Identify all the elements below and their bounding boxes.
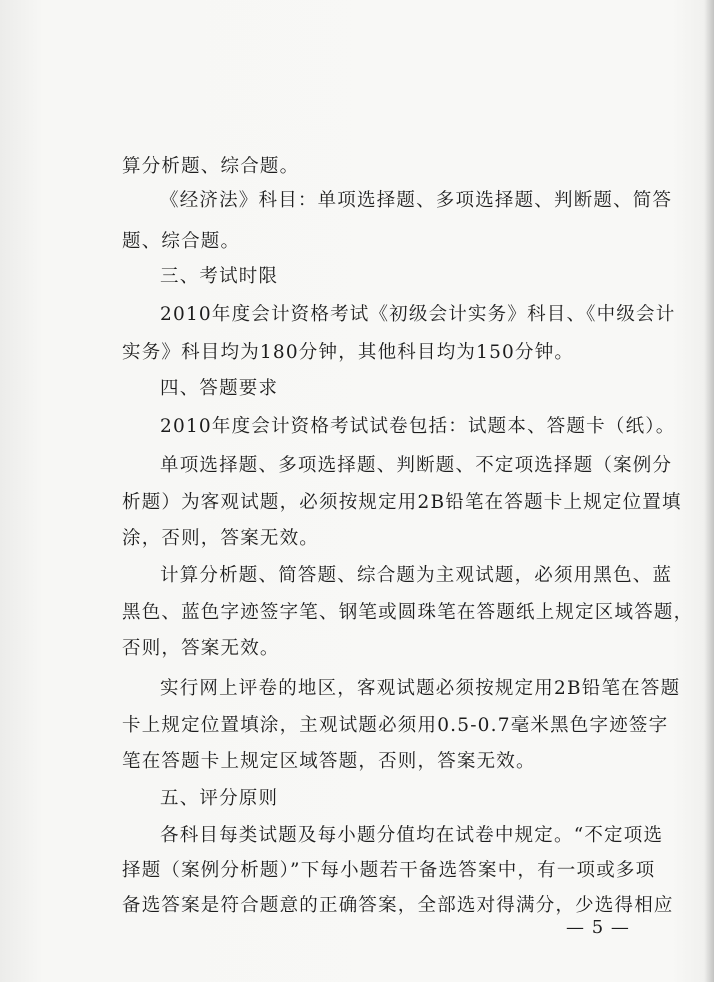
text-line: 题、综合题。 xyxy=(122,231,241,252)
text-line: 笔在答题卡上规定区域答题，否则，答案无效。 xyxy=(122,751,536,772)
page-number: — 5 — xyxy=(566,917,630,938)
text-line: 涂，否则，答案无效。 xyxy=(122,528,320,549)
text-line: 实务》科目均为180分钟，其他科目均为150分钟。 xyxy=(122,342,575,363)
text-line: 各科目每类试题及每小题分值均在试卷中规定。“不定项选 xyxy=(160,825,664,846)
text-line: 2010年度会计资格考试《初级会计实务》科目、《中级会计 xyxy=(160,304,676,325)
text-line: 择题（案例分析题）”下每小题若干备选答案中，有一项或多项 xyxy=(122,860,656,881)
section-heading: 三、考试时限 xyxy=(160,266,279,287)
text-line: 单项选择题、多项选择题、判断题、不定项选择题（案例分 xyxy=(160,455,673,476)
section-heading: 四、答题要求 xyxy=(160,378,279,399)
text-line: 2010年度会计资格考试试卷包括：试题本、答题卡（纸）。 xyxy=(160,416,676,437)
text-line: 算分析题、综合题。 xyxy=(122,156,300,177)
text-line: 计算分析题、简答题、综合题为主观试题，必须用黑色、蓝 xyxy=(160,565,673,586)
text-line: 《经济法》科目：单项选择题、多项选择题、判断题、简答 xyxy=(160,190,673,211)
text-line: 卡上规定位置填涂，主观试题必须用0.5-0.7毫米黑色字迹签字 xyxy=(122,715,669,736)
section-heading: 五、评分原则 xyxy=(160,788,279,809)
text-line: 黑色、蓝色字迹签字笔、钢笔或圆珠笔在答题纸上规定区域答题， xyxy=(122,602,694,623)
text-line: 析题）为客观试题，必须按规定用2B铅笔在答题卡上规定位置填 xyxy=(122,492,682,513)
text-line: 实行网上评卷的地区，客观试题必须按规定用2B铅笔在答题 xyxy=(160,678,681,699)
text-line: 否则，答案无效。 xyxy=(122,638,280,659)
text-line: 备选答案是符合题意的正确答案，全部选对得满分，少选得相应 xyxy=(122,895,674,916)
